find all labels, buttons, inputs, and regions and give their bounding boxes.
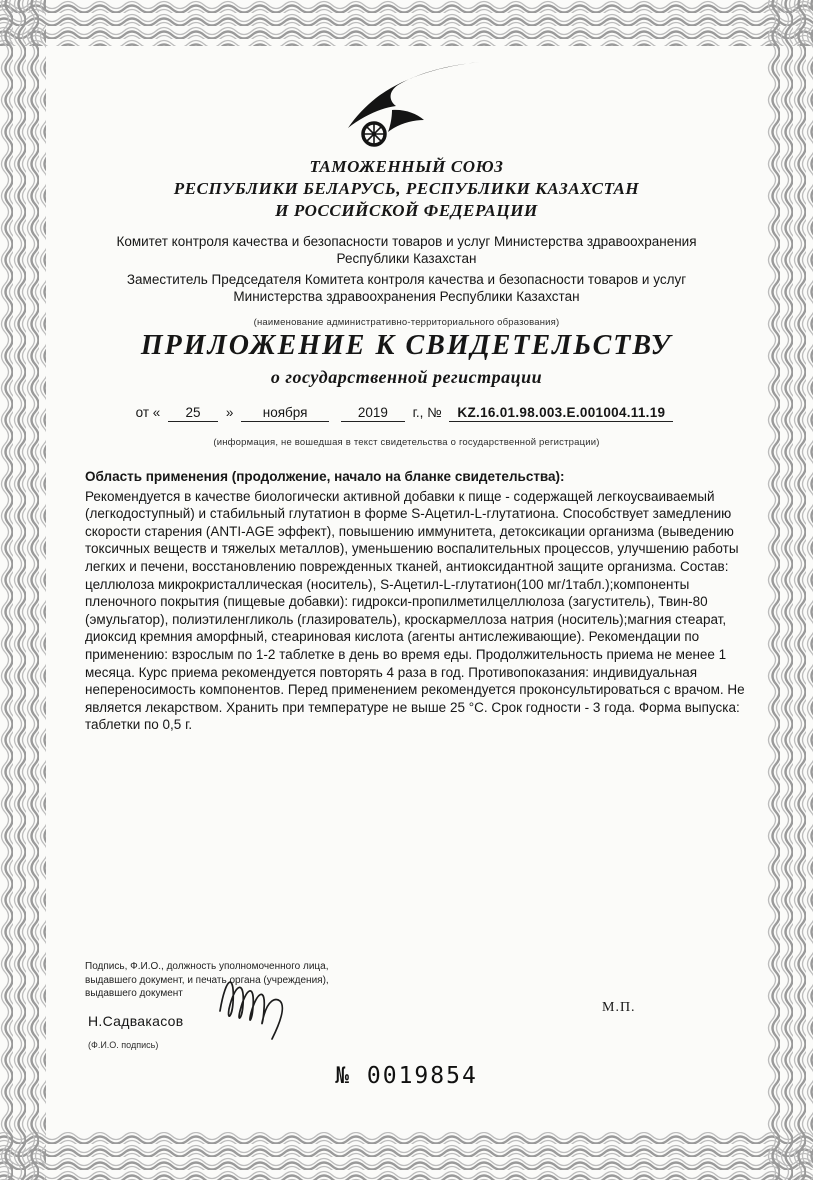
territory-note: (наименование административно-территориального образования)	[253, 317, 560, 328]
customs-union-header	[0, 156, 813, 222]
stamp-placeholder: М.П.	[602, 1000, 636, 1015]
appendix-title: ПРИЛОЖЕНИЕ К СВИДЕТЕЛЬСТВУ	[140, 330, 673, 361]
signature-scribble	[212, 963, 337, 1048]
application-area-text: Рекомендуется в качестве биологически активной добавки к пище - содержащей легкоусваиваемый (легкодоступный) и стабильный глутатион в форме S-Ацетил-L-глутатиона. Способствует замедлению скорости старения (ANTI-AGE эффект), повышению иммунитета, детоксикации организма (выведению токсичных веществ и тяжелых металлов), уменьшению воспалительных процессов, улучшению работы легких и печени, восстановлению поврежденных тканей, антиоксидантной защите организма. Состав: целлюлоза микрокристаллическая (носитель), S-Ацетил-L-глутатион(100 мг/1табл.);компоненты пленочного покрытия (пищевые добавки): гидрокси-пропилметилцеллюлоза (загуститель), Твин-80 (эмульгатор), полиэтиленгликоль (глазирователь), кроскармеллоза натрия (носитель);магния стеарат, диоксид кремния аморфный, стеариновая кислота (агенты антислеживающие). Рекомендации по применению: взрослым по 1-2 таблетке в день во время еды. Продолжительность приема не менее 1 месяца. Курс приема рекомендуется повторять 4 раза в год. Противопоказания: индивидуальная непереносимость компонентов. Перед применением рекомендуется проконсультироваться с врачом. Не является лекарством. Хранить при температуре не выше 25 °С. Срок годности - 3 года. Форма выпуска: таблетки по 0,5 г.	[85, 488, 745, 733]
bird-logo-svg	[332, 60, 482, 152]
application-area-block	[85, 468, 749, 734]
application-area-heading: Область применения (продолжение, начало на бланке свидетельства):	[85, 469, 565, 484]
serial-number: № 0019854	[335, 1063, 478, 1089]
bird-logo	[0, 60, 813, 152]
union-line-1: ТАМОЖЕННЫЙ СОЮЗ	[309, 157, 504, 176]
date-line	[0, 405, 813, 422]
issuing-authority	[85, 233, 728, 309]
signee-name: Н.Садвакасов	[88, 1013, 184, 1029]
union-line-3: И РОССИЙСКОЙ ФЕДЕРАЦИИ	[275, 201, 538, 220]
appendix-subtitle: о государственной регистрации	[270, 367, 543, 387]
date-middle: г., №	[412, 405, 442, 420]
date-close-quote: »	[225, 405, 234, 420]
date-year: 2019	[341, 405, 405, 422]
date-month: ноября	[241, 405, 329, 422]
union-line-2: РЕСПУБЛИКИ БЕЛАРУСЬ, РЕСПУБЛИКИ КАЗАХСТАН	[173, 179, 640, 198]
fio-note: (Ф.И.О. подпись)	[88, 1040, 159, 1050]
signature-caption-line-1: Подпись, Ф.И.О., должность уполномоченного лица,	[85, 961, 329, 972]
registration-number: KZ.16.01.98.003.Е.001004.11.19	[449, 405, 673, 422]
date-prefix: от «	[135, 405, 161, 420]
date-day: 25	[168, 405, 218, 422]
authority-paragraph-1: Комитет контроля качества и безопасности товаров и услуг Министерства здравоохранения Республики Казахстан	[116, 234, 697, 266]
info-note: (информация, не вошедшая в текст свидетельства о государственной регистрации)	[213, 437, 600, 448]
signature-caption-line-3: выдавшего документ	[85, 988, 183, 999]
authority-paragraph-2: Заместитель Председателя Комитета контроля качества и безопасности товаров и услуг Министерства здравоохранения Республики Казахстан	[126, 272, 687, 304]
signature-caption-line-2: выдавшего документ, и печать органа (учреждения),	[85, 974, 329, 986]
